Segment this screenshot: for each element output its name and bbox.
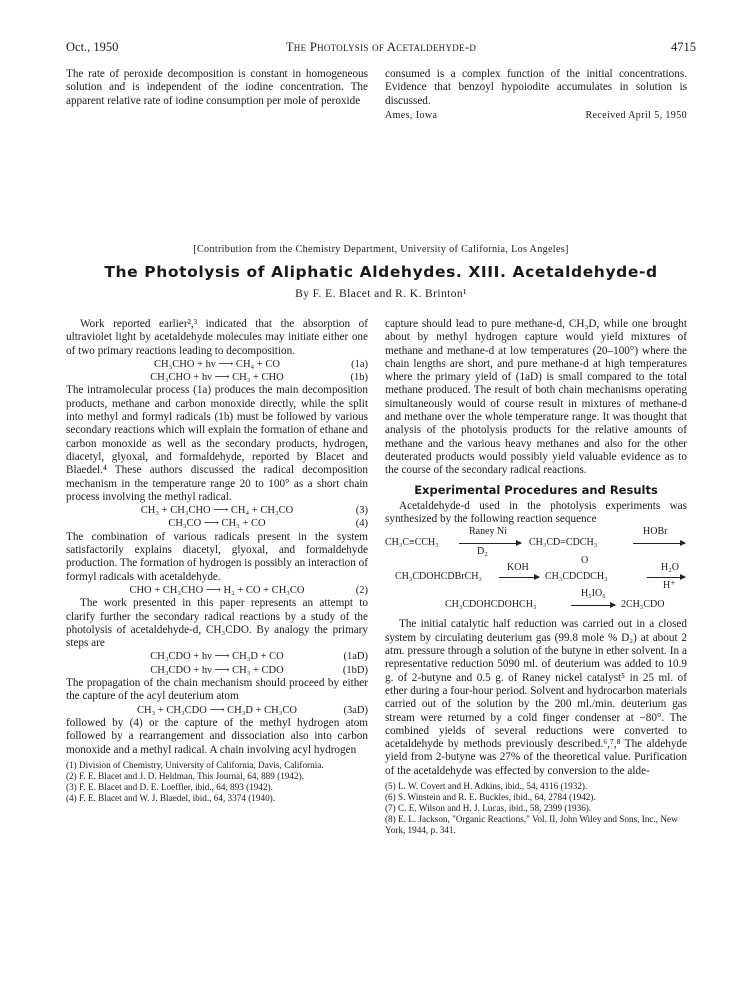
header-title: The Photolysis of Acetaldehyde-d xyxy=(285,40,477,54)
reagent-label: D₂ xyxy=(477,546,488,558)
equation-text: CH₃CDO + hν ⟶ CH₃ + CDO xyxy=(150,664,284,676)
epoxide-oxygen: O xyxy=(581,555,589,567)
equation-1a xyxy=(66,358,368,371)
equation-4 xyxy=(66,517,368,530)
equation-text: CH₃CHO + hν ⟶ CH₄ + CO xyxy=(154,358,280,370)
equation-text: CH₃ + CH₃CDO ⟶ CH₃D + CH₃CO xyxy=(137,704,297,716)
equation-3aD xyxy=(66,704,368,717)
reaction-arrow xyxy=(459,543,521,544)
right-column xyxy=(385,318,687,836)
diol: CH₃CDOHCDOHCH₃ xyxy=(445,599,537,611)
signature xyxy=(385,109,687,122)
header-date: Oct., 1950 xyxy=(66,40,119,54)
footnote: (3) F. E. Blacet and D. E. Loeffler, ibid., 64, 893 (1942). xyxy=(66,781,273,792)
footnote: (2) F. E. Blacet and J. D. Heldman, This Journal, 64, 889 (1942). xyxy=(66,770,304,781)
received-date: Received April 5, 1950 xyxy=(585,109,687,121)
epoxide: CH₃CDCDCH₃ xyxy=(545,571,608,583)
reactant: CH₃C≡CCH₃ xyxy=(385,537,439,549)
article-title: The Photolysis of Aliphatic Aldehydes. XIII. Acetaldehyde-d xyxy=(104,263,658,281)
paragraph: followed by (4) or the capture of the methyl hydrogen atom followed by a rearrangement and dissociation also into carbon monoxide and a methyl radical. A chain involving acyl hydrogen xyxy=(66,716,368,756)
intermediate: CH₃CDOHCDBrCH₃ xyxy=(395,571,482,583)
equation-number: (2) xyxy=(355,584,368,596)
equation-number: (4) xyxy=(355,518,368,530)
journal-page xyxy=(66,0,696,1007)
reaction-scheme xyxy=(385,526,687,612)
reagent-label: Raney Ni xyxy=(469,526,508,538)
section-heading: Experimental Procedures and Results xyxy=(414,482,658,497)
equation-2 xyxy=(66,584,368,597)
reaction-arrow xyxy=(499,577,539,578)
footnote: (6) S. Winstein and R. E. Buckles, ibid., 64, 2784 (1942). xyxy=(385,792,596,803)
equation-text: CH₃CO ⟶ CH₃ + CO xyxy=(168,518,266,530)
equation-3 xyxy=(66,504,368,517)
equation-1aD xyxy=(66,650,368,663)
paragraph: consumed is a complex function of the initial concentrations. Evidence that benzoyl hypoiodite accumulates in solution is discussed. xyxy=(385,68,687,107)
equation-number: (1a) xyxy=(351,358,368,370)
reaction-arrow xyxy=(571,605,615,606)
paragraph: The work presented in this paper represents an attempt to clarify further the secondary radical reactions by a study of the photolysis of acetaldehyde-d, CH₃CDO. By analogy the primary steps are xyxy=(66,597,368,650)
prev-article-left xyxy=(66,68,368,108)
paragraph: The initial catalytic half reduction was carried out in a closed system by circulating deuterium gas (99.8 mole % D₂) at about 2 atm. pressure through a solution of the butyne in ether solvent. In a representative reduction 5090 ml. of deuterium was added to 10.9 g. of 2-butyne and 0.5 g. of Raney nickel catalyst⁵ in 25 ml. of ether during a four-hour period. Solvent and hydrocarbon materials carried out of the solution by the 200 ml./min. deuterium gas stream were returned by a cold finger condenser at −80°. The combined yields of several reductions were converted to acetaldehyde by methods previously described.⁶,⁷,⁸ The aldehyde yield from 2-butyne was 27% of the theoretical value. Purification of the acetaldehyde was effected by conversion to the alde- xyxy=(385,618,687,777)
equation-1b xyxy=(66,371,368,384)
footnotes-left xyxy=(66,760,368,804)
reaction-arrow xyxy=(633,543,685,544)
running-header xyxy=(66,40,696,56)
equation-text: CHO + CH₃CHO ⟶ H₂ + CO + CH₃CO xyxy=(129,584,305,596)
equation-number: (1bD) xyxy=(342,664,368,676)
equation-number: (1aD) xyxy=(343,651,368,663)
paragraph: Work reported earlier²,³ indicated that the absorption of ultraviolet light by acetaldehyde molecules may initiate either one of two primary reactions leading to decomposition. xyxy=(66,318,368,357)
paragraph: The rate of peroxide decomposition is constant in homogeneous solution and is independent of the iodine concentration. The apparent relative rate of iodine consumption per mole of peroxide xyxy=(66,68,368,107)
equation-text: CH₃CDO + hν ⟶ CH₃D + CO xyxy=(150,651,284,663)
signature-place: Ames, Iowa xyxy=(385,109,438,121)
paragraph: The intramolecular process (1a) produces the main decomposition products, methane and carbon monoxide directly, while the split into methyl and formyl radicals (1b) must be followed by various secondary reactions which will explain the formation of ethane and carbon monoxide as well as the secondary products, hydrogen, diacetyl, glyoxal, and formaldehyde, reported by Blacet and Blaedel.⁴ These authors discussed the radical decomposition mechanism in the temperature range 20 to 100° as a short chain process involving the methyl radical. xyxy=(66,384,368,503)
footnote: (5) L. W. Covert and H. Adkins, ibid., 54, 4116 (1932). xyxy=(385,781,588,792)
authors: By F. E. Blacet and R. K. Brinton¹ xyxy=(295,288,467,300)
equation-text: CH₃CHO + hν ⟶ CH₃ + CHO xyxy=(150,372,284,384)
equation-number: (1b) xyxy=(350,372,368,384)
contribution-line: [Contribution from the Chemistry Department, University of California, Los Angeles] xyxy=(193,244,569,255)
reagent-label: KOH xyxy=(507,562,529,574)
page-number: 4715 xyxy=(671,40,696,54)
paragraph: The combination of various radicals present in the system satisfactorily explains diacetyl, glyoxal, and formaldehyde production. The formation of hydrogen is possibly an interaction of formyl radicals with acetaldehyde. xyxy=(66,530,368,583)
footnotes-right xyxy=(385,781,687,836)
equation-text: CH₃ + CH₃CHO ⟶ CH₄ + CH₃CO xyxy=(140,505,294,517)
equation-number: (3) xyxy=(355,505,368,517)
left-column xyxy=(66,318,368,804)
paragraph: capture should lead to pure methane-d, CH₃D, while one brought about by methyl hydrogen capture would yield mixtures of methane and methane-d at low temperatures (20–100°) where the chain lengths are short, and pure methane-d at high temperatures where the primary yield of (1aD) is small compared to the total methane produced. The result of both chain mechanisms operating simultaneously would of course result in mixtures of methane-d and methane over the whole temperature range. It was thought that analysis of the photolysis products for the relative amounts of methane and the various heavy methanes and also for the other deuterated products would possibly yield valuable evidence as to the course of the secondary radical reactions. xyxy=(385,318,687,477)
product: CH₃CD=CDCH₃ xyxy=(529,537,598,549)
final-product: 2CH₃CDO xyxy=(621,599,665,611)
reagent-label: HOBr xyxy=(643,526,668,538)
reagent-label: H₅IO₆ xyxy=(581,588,606,600)
equation-number: (3aD) xyxy=(343,704,368,716)
footnote: (8) E. L. Jackson, "Organic Reactions," Vol. II, John Wiley and Sons, Inc., New York, 1944, p. 341. xyxy=(385,814,678,836)
reagent-label: H⁺ xyxy=(663,580,676,592)
reagent-label: H₂O xyxy=(661,562,679,574)
reaction-arrow xyxy=(647,577,685,578)
footnote: (7) C. E. Wilson and H. J. Lucas, ibid., 58, 2399 (1936). xyxy=(385,803,592,814)
equation-1bD xyxy=(66,664,368,677)
paragraph: The propagation of the chain mechanism should proceed by either the capture of the acyl deuterium atom xyxy=(66,677,368,703)
paragraph: Acetaldehyde-d used in the photolysis experiments was synthesized by the following reaction sequence xyxy=(385,499,687,526)
footnote: (1) Division of Chemistry, University of California, Davis, California. xyxy=(66,759,324,770)
footnote: (4) F. E. Blacet and W. J. Blaedel, ibid., 64, 3374 (1940). xyxy=(66,792,276,803)
prev-article-right xyxy=(385,68,687,122)
